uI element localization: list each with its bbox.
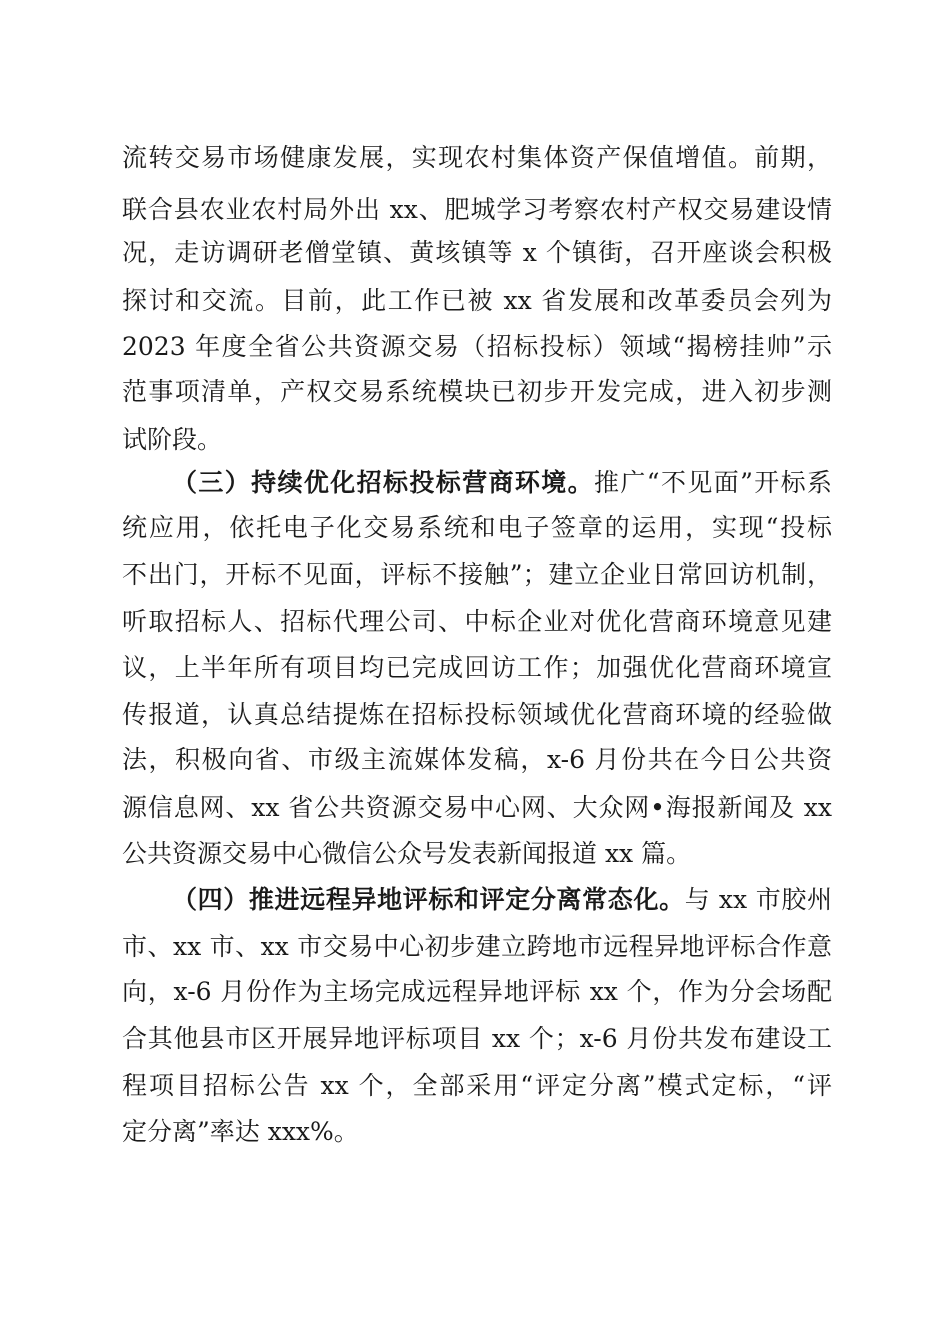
paragraph-3-line-6: 定分离”率达 xxx%。 [122,1117,359,1146]
paragraph-2-line-8: 源信息网、xx 省公共资源交易中心网、大众网•海报新闻及 xx [122,793,832,822]
paragraph-1-line-7: 试阶段。 [122,425,223,454]
section-4-heading: （四）推进远程异地评标和评定分离常态化。 [172,885,685,914]
paragraph-3-first-line-text: 与 xx 市胶州 [684,885,832,914]
paragraph-3-line-2: 市、xx 市、xx 市交易中心初步建立跨地市远程异地评标合作意 [122,932,832,961]
paragraph-2-first-line [172,465,832,501]
section-3-heading: （三）持续优化招标投标营商环境。 [172,468,595,497]
paragraph-1-line-3: 况，走访调研老僧堂镇、黄垓镇等 x 个镇街，召开座谈会积极 [122,238,832,267]
paragraph-2-line-7: 法，积极向省、市级主流媒体发稿，x-6 月份共在今日公共资 [122,745,832,774]
paragraph-3-first-line [172,882,832,918]
paragraph-1-line-1: 流转交易市场健康发展，实现农村集体资产保值增值。前期， [122,143,832,172]
paragraph-2-line-6: 传报道，认真总结提炼在招标投标领域优化营商环境的经验做 [122,700,832,729]
paragraph-2-line-4: 听取招标人、招标代理公司、中标企业对优化营商环境意见建 [122,607,832,636]
paragraph-1-line-2: 联合县农业农村局外出 xx、肥城学习考察农村产权交易建设情 [122,195,832,224]
paragraph-2-first-line-text: 推广“不见面”开标系 [594,468,832,497]
paragraph-2-line-2: 统应用，依托电子化交易系统和电子签章的运用，实现“投标 [122,513,832,542]
paragraph-3-line-5: 程项目招标公告 xx 个，全部采用“评定分离”模式定标，“评 [122,1071,832,1100]
paragraph-3-line-4: 合其他县市区开展异地评标项目 xx 个；x-6 月份共发布建设工 [122,1024,832,1053]
paragraph-2-line-3: 不出门，开标不见面，评标不接触”；建立企业日常回访机制， [122,560,832,589]
paragraph-2-line-9: 公共资源交易中心微信公众号发表新闻报道 xx 篇。 [122,839,692,868]
paragraph-1-line-5: 2023 年度全省公共资源交易（招标投标）领域“揭榜挂帅”示 [122,332,832,361]
paragraph-2-line-5: 议，上半年所有项目均已完成回访工作；加强优化营商环境宣 [122,653,832,682]
paragraph-3-line-3: 向，x-6 月份作为主场完成远程异地评标 xx 个，作为分会场配 [122,977,832,1006]
paragraph-1-line-4: 探讨和交流。目前，此工作已被 xx 省发展和改革委员会列为 [122,286,832,315]
paragraph-1-line-6: 范事项清单，产权交易系统模块已初步开发完成，进入初步测 [122,377,832,406]
